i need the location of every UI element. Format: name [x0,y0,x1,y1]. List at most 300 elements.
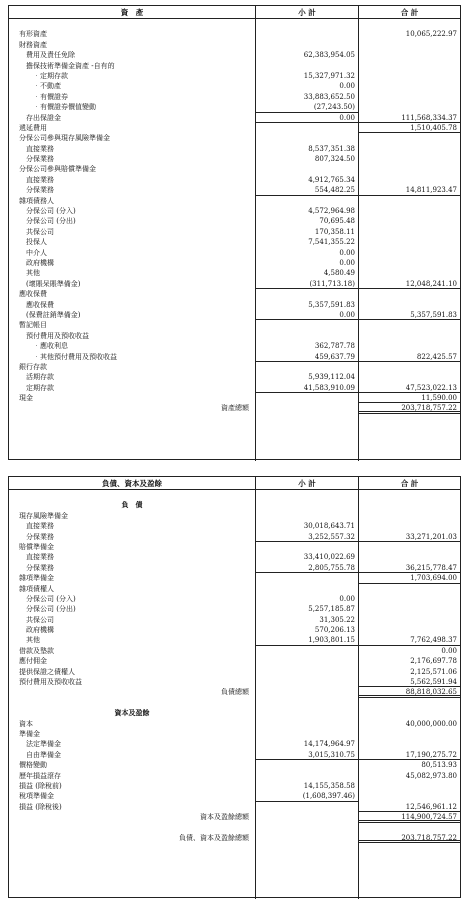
row-total [358,19,460,29]
row-total [358,268,460,278]
row-subtotal: 31,305.22 [319,615,355,624]
row-total [358,50,460,60]
row-total: 2,176,697.78 [410,657,457,666]
row-subtotal: 0.00 [339,248,355,257]
row-label: 直接業務 [26,522,54,531]
row-total [358,791,460,801]
liabilities-body [9,490,460,899]
row-subtotal [255,677,358,687]
row-subtotal: (311,713.18) [255,279,358,289]
row-subtotal [255,362,358,372]
table-row [9,29,460,39]
row-label: 投保人 [26,238,47,247]
row-total [358,102,460,112]
row-total [358,196,460,206]
row-total: 17,190,275.72 [358,750,460,760]
row-label: ‧應收利息 [33,342,68,351]
row-total [358,164,460,174]
row-total [358,258,460,268]
row-label: 定期存款 [26,383,54,392]
row-subtotal [255,331,358,341]
row-label: 負債、資本及盈餘總額 [179,833,249,842]
row-total: 2,125,571.06 [410,667,457,676]
row-subtotal [255,771,358,781]
row-total: 114,900,724.57 [358,812,460,822]
row-total: 5,357,591.83 [358,310,460,320]
row-label [9,490,255,500]
table-row [9,393,460,403]
row-subtotal: 7,541,355.22 [308,238,355,247]
row-subtotal: 62,383,954.05 [303,51,355,60]
table-row [9,729,460,739]
liabilities-header-item: 負債、資本及盈餘 [102,478,162,488]
row-subtotal [255,667,358,677]
row-label: 預付費用及預收收益 [26,331,89,340]
table-row [9,635,460,645]
row-total [358,289,460,299]
row-label: 其他 [26,636,40,645]
row-subtotal [255,584,358,594]
row-total: 0.00 [441,646,457,655]
row-subtotal: 14,174,964.97 [303,740,355,749]
table-row [9,771,460,781]
row-total [358,175,460,185]
row-subtotal: (1,608,397.46) [255,791,358,801]
row-total: 822,425.57 [358,352,460,362]
row-label: 分保業務 [26,532,54,541]
row-subtotal: 0.00 [339,594,355,603]
table-row [9,383,460,393]
row-subtotal: 15,327,971.32 [303,71,355,80]
row-total: 1,703,694.00 [358,573,460,583]
row-label: 銀行存款 [19,362,47,371]
table-row [9,227,460,237]
row-label: 借款及墊款 [19,646,54,655]
row-total [358,594,460,604]
row-label: 中介人 [26,248,47,257]
row-label [9,823,255,833]
row-total [358,237,460,247]
row-subtotal: 554,482.25 [255,185,358,195]
table-row [9,739,460,749]
row-total: 1,510,405.78 [358,123,460,133]
table-row [9,542,460,552]
row-subtotal [255,708,358,718]
row-total: 36,215,778.47 [358,563,460,573]
assets-header [9,6,460,19]
row-label: 其他 [26,269,40,278]
row-label: 應收保費 [26,300,54,309]
row-label: 雜項債權人 [19,584,54,593]
row-subtotal: 4,912,765.34 [308,175,355,184]
row-label: 雜項債務人 [19,196,54,205]
row-label: ‧其他預付費用及預收收益 [33,352,117,361]
table-row [9,584,460,594]
row-total [358,781,460,791]
row-total: 12,546,961.12 [358,802,460,812]
row-total [358,133,460,143]
row-subtotal [255,760,358,770]
assets-table [8,5,461,460]
row-label: 直接業務 [26,175,54,184]
row-subtotal: (27,243.50) [255,102,358,112]
row-subtotal: 1,903,801.15 [255,635,358,645]
row-total: 203,718,757.22 [358,403,460,413]
row-total [358,206,460,216]
row-label: 負 債 [121,500,143,510]
table-row [9,248,460,258]
row-subtotal: 459,637.79 [255,352,358,362]
row-total [358,625,460,635]
table-row [9,781,460,791]
table-row [9,133,460,143]
row-total: 88,818,032.65 [358,687,460,697]
row-total [358,542,460,552]
row-subtotal: 8,537,351.38 [308,144,355,153]
table-row [9,687,460,697]
table-row [9,310,460,320]
row-total [358,823,460,833]
row-subtotal [255,812,358,822]
row-subtotal: 30,018,643.71 [303,522,355,531]
row-total [358,615,460,625]
row-total [358,500,460,510]
table-row [9,698,460,708]
row-label: 資本 [19,719,33,728]
row-subtotal [255,123,358,133]
row-total [358,227,460,237]
row-total [358,320,460,330]
row-total [358,362,460,372]
table-row [9,625,460,635]
row-label: 共保公司 [26,227,54,236]
row-subtotal [255,164,358,174]
assets-header-total: 合 計 [358,6,460,18]
row-total: 12,048,241.10 [358,279,460,289]
assets-header-item: 資 產 [120,7,144,17]
row-label: 分保公司 (分入) [26,594,76,603]
table-row [9,81,460,91]
table-row [9,185,460,195]
row-total: 7,762,498.37 [358,635,460,645]
table-row [9,615,460,625]
row-subtotal [255,320,358,330]
table-row [9,372,460,382]
table-row [9,823,460,833]
table-row [9,164,460,174]
row-subtotal [255,490,358,500]
table-row [9,71,460,81]
table-row [9,511,460,521]
row-label: 直接業務 [26,553,54,562]
row-subtotal [255,729,358,739]
row-label [9,698,255,708]
row-label: (壞賬呆賬準備金) [26,279,81,288]
row-label: 損益 (除稅後) [19,802,62,811]
table-row [9,802,460,812]
row-label: 資本及盈餘 [114,708,150,718]
row-total: 203,718,757.22 [358,833,460,843]
row-total [358,552,460,562]
liabilities-table [8,476,461,898]
row-subtotal [255,393,358,403]
row-subtotal: 362,787.78 [314,342,355,351]
row-subtotal: 0.00 [255,113,358,123]
table-row [9,40,460,50]
row-label: 政府機構 [26,258,54,267]
row-total [358,61,460,71]
row-total [358,154,460,164]
row-subtotal [255,289,358,299]
row-label: 資產總額 [221,404,249,413]
row-subtotal: 807,324.50 [314,155,355,164]
row-label: 有形資產 [19,30,47,39]
row-subtotal [255,40,358,50]
row-subtotal [255,823,358,833]
table-row [9,237,460,247]
table-row [9,61,460,71]
table-row [9,708,460,718]
table-row [9,604,460,614]
row-total [358,372,460,382]
row-subtotal [255,61,358,71]
row-subtotal: 14,155,358.58 [303,781,355,790]
table-row [9,92,460,102]
row-subtotal: 3,015,310.75 [255,750,358,760]
table-row [9,490,460,500]
row-subtotal [255,719,358,729]
table-row [9,331,460,341]
table-row [9,50,460,60]
row-total: 111,568,334.37 [358,113,460,123]
table-row [9,750,460,760]
liabilities-header-total: 合 計 [358,477,460,489]
table-row [9,196,460,206]
row-total: 33,271,201.03 [358,532,460,542]
table-row [9,268,460,278]
liabilities-header-subtotal: 小 計 [255,477,358,489]
assets-header-subtotal: 小 計 [255,6,358,18]
table-row [9,594,460,604]
row-total: 45,082,973.80 [405,771,457,780]
row-total: 80,513.93 [421,761,457,770]
table-row [9,719,460,729]
row-label: 賠償準備金 [19,542,54,551]
row-subtotal: 0.00 [255,310,358,320]
row-total: 14,811,923.47 [358,185,460,195]
row-label: 分保業務 [26,563,54,572]
row-total [358,584,460,594]
row-total [358,511,460,521]
table-row [9,123,460,133]
row-label: 現金 [19,394,33,403]
row-total: 40,000,000.00 [405,719,457,728]
row-subtotal: 41,583,910.09 [255,383,358,393]
row-label: 價格變動 [19,761,47,770]
row-subtotal: 4,572,964.98 [308,207,355,216]
row-total [358,300,460,310]
table-row [9,791,460,801]
table-row [9,403,460,413]
row-label: 損益 (除稅前) [19,781,62,790]
table-row [9,216,460,226]
row-label: 財務資產 [19,40,47,49]
row-label: 提供保證之債權人 [19,667,75,676]
row-label: 分保業務 [26,155,54,164]
row-subtotal: 0.00 [339,258,355,267]
row-label: 分保公司 (分出) [26,605,76,614]
assets-body [9,19,460,461]
row-total [358,604,460,614]
table-row [9,206,460,216]
row-total [358,40,460,50]
row-subtotal [255,687,358,697]
row-label: 預付費用及預收收益 [19,678,82,687]
table-row [9,19,460,29]
row-subtotal: 170,358.11 [314,227,355,236]
row-label: 暫記帳目 [19,321,47,330]
row-subtotal [255,646,358,656]
table-row [9,563,460,573]
table-row [9,362,460,372]
row-subtotal: 0.00 [339,82,355,91]
row-subtotal: 5,357,591.83 [308,300,355,309]
liabilities-header [9,477,460,490]
row-label: ‧有價證券價值變動 [33,103,96,112]
row-subtotal [255,542,358,552]
table-row [9,500,460,510]
row-label: 負債總額 [221,688,249,697]
row-total [358,521,460,531]
row-label: 直接業務 [26,144,54,153]
table-row [9,144,460,154]
row-label: 資本及盈餘總額 [200,813,249,822]
row-total [358,698,460,708]
table-row [9,833,460,843]
table-row [9,656,460,666]
row-label: 準備金 [19,729,40,738]
table-row [9,341,460,351]
table-row [9,573,460,583]
table-row [9,320,460,330]
table-row [9,760,460,770]
row-total [358,739,460,749]
row-total [358,144,460,154]
row-subtotal [255,133,358,143]
row-label: 自由準備金 [26,750,61,759]
row-label: 遞延費用 [19,123,47,132]
row-subtotal [255,19,358,29]
table-row [9,102,460,112]
row-subtotal: 4,580.49 [323,269,355,278]
table-row [9,521,460,531]
row-label: (保費註銷準備金) [26,310,81,319]
row-subtotal: 570,206.13 [314,626,355,635]
row-total [358,92,460,102]
row-label: 分保公司 (分入) [26,207,76,216]
row-label: ‧有價證券 [33,92,68,101]
row-label: 應付佣金 [19,657,47,666]
row-label [9,19,255,29]
row-total [358,71,460,81]
row-total: 47,523,022.13 [358,383,460,393]
row-subtotal: 2,805,755.78 [255,563,358,573]
row-subtotal [255,656,358,666]
row-label: 稅項準備金 [19,792,54,801]
table-row [9,258,460,268]
row-label: ‧定期存款 [33,71,68,80]
table-row [9,812,460,822]
row-label: 分保公司 (分出) [26,217,76,226]
row-total: 5,562,591.94 [358,677,460,687]
row-subtotal [255,500,358,510]
table-row [9,646,460,656]
row-subtotal [255,833,358,843]
row-subtotal: 33,883,652.50 [303,92,355,101]
row-total [358,490,460,500]
row-subtotal: 33,410,022.69 [303,553,355,562]
table-row [9,289,460,299]
row-subtotal: 3,252,557.32 [255,532,358,542]
row-total [358,708,460,718]
table-row [9,552,460,562]
row-total [358,729,460,739]
table-row [9,677,460,687]
table-row [9,352,460,362]
row-label: 分保公司參與現存風險準備金 [19,134,110,143]
row-total [358,341,460,351]
table-row [9,532,460,542]
row-label: 擔保技術準備金資產 -自有的 [26,61,115,70]
row-label: ‧不動產 [33,82,61,91]
row-label: 費用及責任免除 [26,51,75,60]
row-label: 應收保費 [19,290,47,299]
row-label: 共保公司 [26,615,54,624]
row-label: 法定準備金 [26,740,61,749]
row-label: 政府機構 [26,626,54,635]
row-subtotal: 70,695.48 [319,217,355,226]
row-total [358,81,460,91]
row-label: 雜項準備金 [19,574,54,583]
row-label: 分保業務 [26,186,54,195]
table-row [9,667,460,677]
row-total [358,331,460,341]
row-total [358,248,460,258]
row-total: 11,590.00 [358,393,460,403]
row-subtotal [255,196,358,206]
row-subtotal: 5,257,185.87 [308,605,355,614]
row-total: 10,065,222.97 [405,30,457,39]
table-row [9,113,460,123]
row-label: 分保公司參與賠償準備金 [19,165,96,174]
table-row [9,300,460,310]
row-label: 活期存款 [26,373,54,382]
table-row [9,154,460,164]
table-row [9,175,460,185]
row-subtotal [255,802,358,812]
row-subtotal [255,573,358,583]
row-label: 現存風險準備金 [19,511,68,520]
table-row [9,279,460,289]
row-subtotal [255,403,358,413]
row-label: 存出保證金 [26,113,61,122]
row-subtotal [255,511,358,521]
row-subtotal [255,29,358,39]
row-subtotal [255,698,358,708]
row-label: 歷年損益滾存 [19,771,61,780]
row-total [358,216,460,226]
row-subtotal: 5,939,112.04 [308,373,355,382]
